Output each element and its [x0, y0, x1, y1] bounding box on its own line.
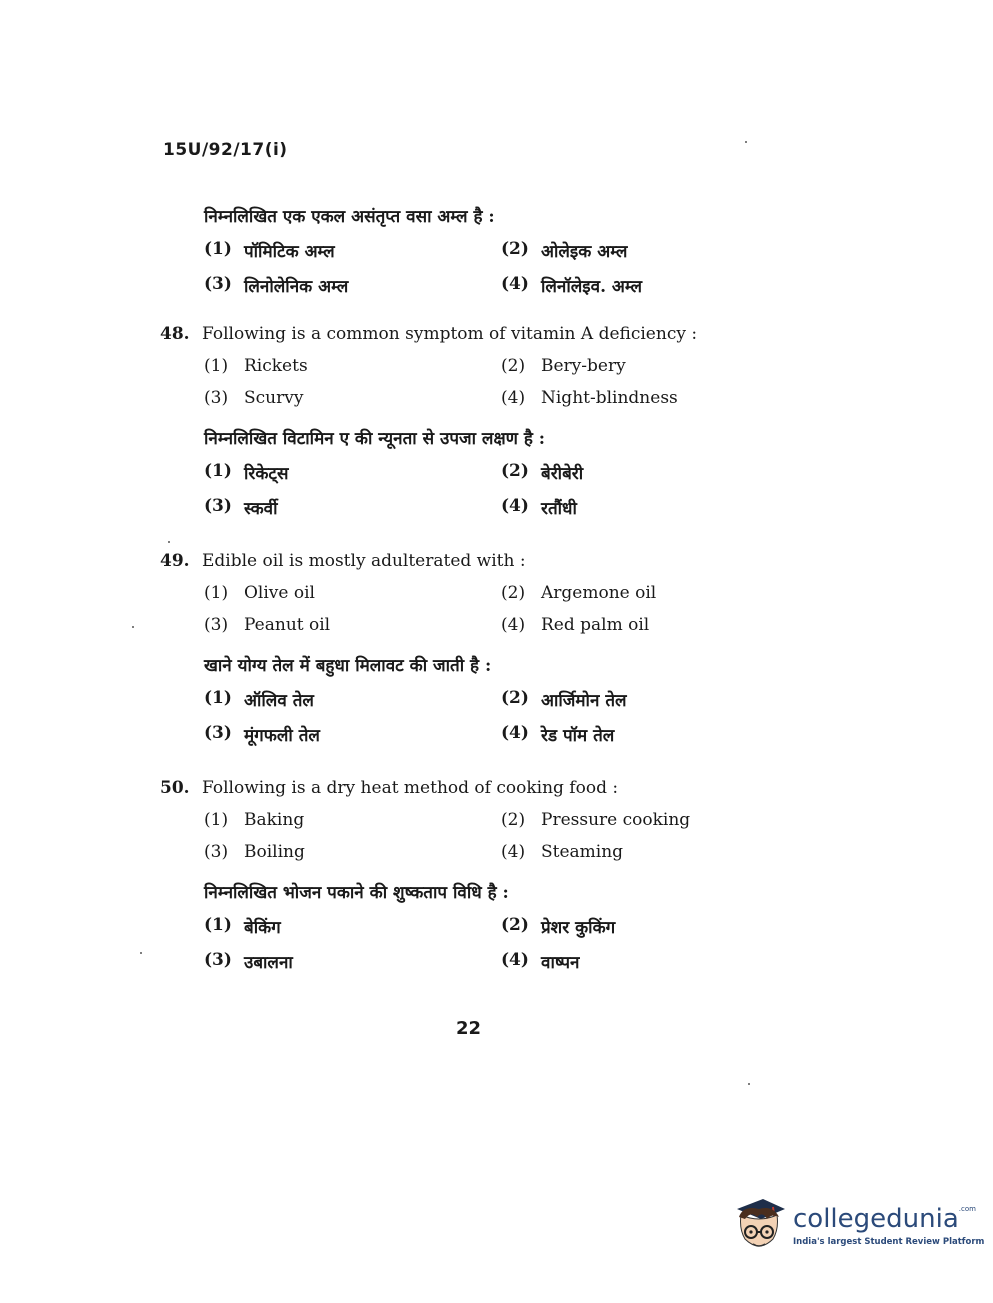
- options-hindi: [204, 461, 720, 519]
- paper-code: 15U/92/17(i): [163, 140, 288, 160]
- question-stem: 48. Following is a common symptom of vitamin A deficiency :: [160, 324, 698, 344]
- question-47-hindi: [160, 204, 720, 297]
- option: (2) Bery-bery: [501, 356, 626, 376]
- option: (2) आर्जिमोन तेल: [501, 688, 627, 711]
- option: (3) लिनोलेनिक अम्ल: [204, 274, 349, 297]
- options-hindi: [204, 688, 720, 746]
- question-49: [160, 551, 720, 746]
- option: (4) वाष्पन: [501, 950, 580, 973]
- question-stem-hindi: निम्नलिखित विटामिन ए की न्यूनता से उपजा लक्षण है :: [204, 429, 546, 449]
- question-50: [160, 778, 720, 973]
- option: (1) ऑलिव तेल: [204, 688, 314, 711]
- scan-speck: [132, 626, 134, 628]
- collegedunia-watermark: [733, 1195, 984, 1257]
- option: (1) बेकिंग: [204, 915, 281, 938]
- question-stem-hindi: निम्नलिखित भोजन पकाने की शुष्कताप विधि है :: [204, 883, 509, 903]
- scan-speck: [168, 541, 170, 543]
- options-english: [204, 810, 720, 862]
- option: (3) मूंगफली तेल: [204, 723, 320, 746]
- option: (1) रिकेट्स: [204, 461, 289, 484]
- option: (4) Red palm oil: [501, 615, 650, 635]
- option: (1) Olive oil: [204, 583, 315, 603]
- option: (4) लिनॉलेइव. अम्ल: [501, 274, 643, 297]
- option: (1) Baking: [204, 810, 305, 830]
- scan-speck: [140, 952, 142, 954]
- scan-speck: [745, 141, 747, 143]
- option: (1) पॉमिटिक अम्ल: [204, 239, 335, 262]
- options-hindi: [204, 915, 720, 973]
- option: (4) रतौंधी: [501, 496, 577, 519]
- question-stem: 50. Following is a dry heat method of cooking food :: [160, 778, 619, 798]
- option: (2) प्रेशर कुकिंग: [501, 915, 616, 938]
- option: (3) Scurvy: [204, 388, 304, 408]
- option: (3) Boiling: [204, 842, 305, 862]
- question-stem: 49. Edible oil is mostly adulterated with :: [160, 551, 526, 571]
- option: (4) रेड पॉम तेल: [501, 723, 615, 746]
- option: (2) Pressure cooking: [501, 810, 691, 830]
- question-stem-hindi: खाने योग्य तेल में बहुधा मिलावट की जाती है :: [204, 656, 492, 676]
- question-stem-hindi: निम्नलिखित एक एकल असंतृप्त वसा अम्ल है :: [204, 207, 495, 227]
- page-number: 22: [456, 1018, 482, 1039]
- options-hindi: [204, 239, 720, 297]
- option: (4) Night-blindness: [501, 388, 678, 408]
- brand-tagline: India's largest Student Review Platform: [793, 1236, 985, 1247]
- option: (2) बेरीबेरी: [501, 461, 584, 484]
- option: (2) ओलेइक अम्ल: [501, 239, 628, 262]
- option: (3) स्कर्वी: [204, 496, 278, 519]
- question-48: [160, 324, 720, 519]
- option: (3) उबालना: [204, 950, 293, 973]
- scan-speck: [748, 1083, 750, 1085]
- mascot-icon: [733, 1195, 785, 1257]
- option: (1) Rickets: [204, 356, 308, 376]
- options-english: [204, 583, 720, 635]
- option: (3) Peanut oil: [204, 615, 331, 635]
- brand-name: collegedunia$^{.com}$: [793, 1203, 976, 1234]
- options-english: [204, 356, 720, 408]
- option: (2) Argemone oil: [501, 583, 657, 603]
- option: (4) Steaming: [501, 842, 624, 862]
